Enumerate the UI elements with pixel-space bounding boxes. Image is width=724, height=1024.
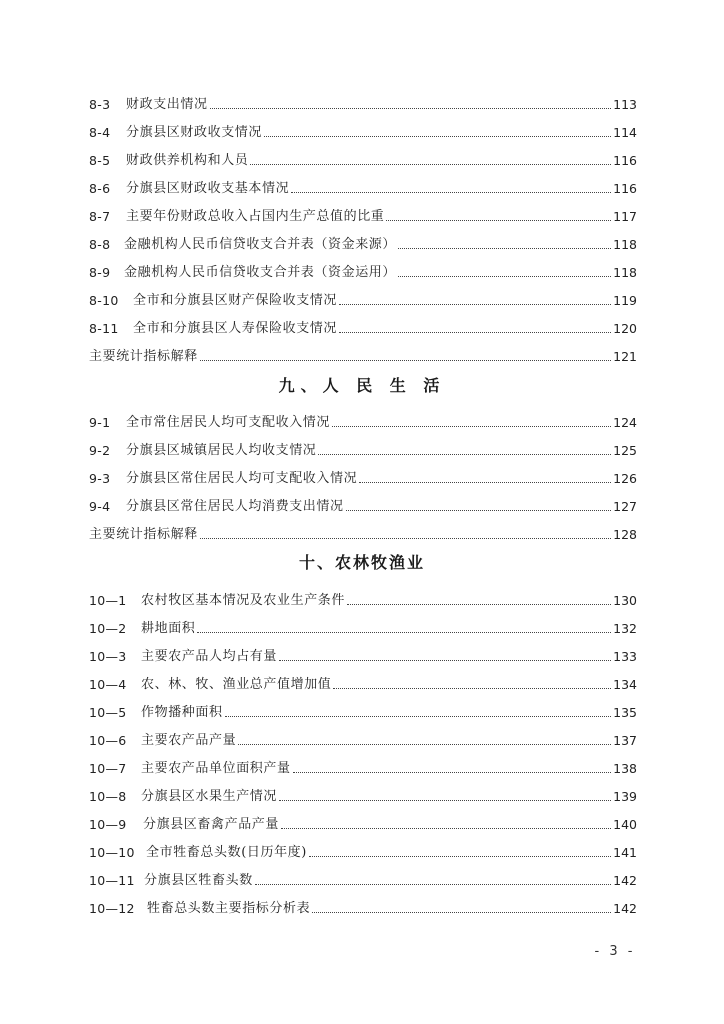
entry-title: 财政支出情况 (126, 97, 208, 112)
toc-entry[interactable] (89, 177, 637, 197)
entry-page-number: 130 (613, 593, 637, 608)
entry-page-number: 114 (613, 125, 637, 140)
toc-entry[interactable] (89, 813, 637, 833)
toc-entry[interactable] (89, 317, 637, 337)
entry-page-number: 128 (613, 527, 637, 542)
entry-page-number: 137 (613, 733, 637, 748)
entry-title: 农村牧区基本情况及农业生产条件 (141, 593, 346, 608)
entry-number: 10—5 (89, 705, 127, 720)
dot-leader (197, 632, 611, 633)
dot-leader (210, 108, 612, 109)
toc-entry[interactable] (89, 467, 637, 487)
toc-entry[interactable] (89, 645, 637, 665)
entry-number: 8-6 (89, 181, 111, 196)
dot-leader (250, 164, 611, 165)
dot-leader (225, 716, 612, 717)
entry-number: 10—10 (89, 845, 135, 860)
section-heading: 十、农林牧渔业 (298, 553, 425, 572)
entry-title: 分旗县区财政收支基本情况 (126, 181, 290, 196)
entry-page-number: 124 (613, 415, 637, 430)
toc-entry[interactable] (89, 897, 637, 917)
entry-title: 分旗县区常住居民人均消费支出情况 (126, 499, 344, 514)
entry-page-number: 140 (613, 817, 637, 832)
entry-number: 8-3 (89, 97, 111, 112)
toc-entry[interactable] (89, 673, 637, 693)
toc-entry[interactable] (89, 233, 637, 253)
toc-entry[interactable] (89, 121, 637, 141)
entry-number: 8-10 (89, 293, 119, 308)
entry-title: 农、林、牧、渔业总产值增加值 (141, 677, 332, 692)
toc-entry[interactable] (89, 729, 637, 749)
entry-page-number: 141 (613, 845, 637, 860)
entry-number: 9-3 (89, 471, 111, 486)
entry-title: 分旗县区城镇居民人均收支情况 (126, 443, 317, 458)
dot-leader (264, 136, 611, 137)
entry-title: 牲畜总头数主要指标分析表 (147, 901, 311, 916)
dot-leader (398, 276, 611, 277)
entry-page-number: 132 (613, 621, 637, 636)
entry-title: 分旗县区水果生产情况 (141, 789, 278, 804)
entry-number: 8-7 (89, 209, 111, 224)
entry-page-number: 138 (613, 761, 637, 776)
dot-leader (347, 604, 611, 605)
dot-leader (255, 884, 611, 885)
entry-number: 8-9 (89, 265, 111, 280)
dot-leader (279, 660, 611, 661)
dot-leader (359, 482, 611, 483)
toc-entry[interactable] (89, 869, 637, 889)
entry-page-number: 118 (613, 237, 637, 252)
entry-page-number: 116 (613, 181, 637, 196)
toc-entry[interactable] (89, 411, 637, 431)
toc-entry-explanation[interactable] (89, 523, 637, 543)
dot-leader (312, 912, 611, 913)
entry-title: 分旗县区牲畜头数 (144, 873, 253, 888)
entry-number: 10—9 (89, 817, 127, 832)
entry-number: 8-11 (89, 321, 119, 336)
entry-number: 10—6 (89, 733, 127, 748)
entry-number: 9-1 (89, 415, 111, 430)
entry-number: 8-5 (89, 153, 111, 168)
entry-title: 金融机构人民币信贷收支合并表（资金运用） (124, 265, 397, 280)
dot-leader (309, 856, 611, 857)
entry-number: 9-4 (89, 499, 111, 514)
entry-page-number: 134 (613, 677, 637, 692)
entry-page-number: 117 (613, 209, 637, 224)
dot-leader (293, 772, 612, 773)
entry-number: 9-2 (89, 443, 111, 458)
entry-page-number: 118 (613, 265, 637, 280)
entry-number: 8-4 (89, 125, 111, 140)
entry-title: 主要农产品人均占有量 (141, 649, 278, 664)
entry-title: 作物播种面积 (141, 705, 223, 720)
entry-page-number: 139 (613, 789, 637, 804)
entry-title: 主要农产品产量 (141, 733, 237, 748)
entry-page-number: 142 (613, 873, 637, 888)
entry-title: 全市和分旗县区人寿保险收支情况 (133, 321, 338, 336)
dot-leader (291, 192, 611, 193)
dot-leader (386, 220, 611, 221)
dot-leader (200, 538, 611, 539)
dot-leader (339, 332, 611, 333)
toc-entry[interactable] (89, 757, 637, 777)
entry-title: 全市常住居民人均可支配收入情况 (126, 415, 331, 430)
toc-entry[interactable] (89, 701, 637, 721)
entry-page-number: 121 (613, 349, 637, 364)
dot-leader (346, 510, 612, 511)
entry-page-number: 120 (613, 321, 637, 336)
entry-number: 10—4 (89, 677, 127, 692)
dot-leader (279, 800, 611, 801)
toc-entry[interactable] (89, 617, 637, 637)
entry-page-number: 133 (613, 649, 637, 664)
toc-entry[interactable] (89, 785, 637, 805)
entry-page-number: 125 (613, 443, 637, 458)
entry-page-number: 127 (613, 499, 637, 514)
dot-leader (281, 828, 611, 829)
entry-page-number: 126 (613, 471, 637, 486)
entry-title: 金融机构人民币信贷收支合并表（资金来源） (124, 237, 397, 252)
toc-entry[interactable] (89, 205, 637, 225)
entry-title: 主要农产品单位面积产量 (141, 761, 291, 776)
entry-title: 财政供养机构和人员 (126, 153, 249, 168)
entry-title: 主要统计指标解释 (89, 527, 198, 542)
entry-title: 耕地面积 (141, 621, 196, 636)
dot-leader (333, 688, 611, 689)
entry-number: 10—2 (89, 621, 127, 636)
entry-number: 10—8 (89, 789, 127, 804)
dot-leader (339, 304, 611, 305)
toc-entry[interactable] (89, 261, 637, 281)
toc-entry[interactable] (89, 439, 637, 459)
toc-entry[interactable] (89, 589, 637, 609)
entry-number: 10—1 (89, 593, 127, 608)
dot-leader (238, 744, 611, 745)
entry-page-number: 113 (613, 97, 637, 112)
entry-title: 分旗县区财政收支情况 (126, 125, 263, 140)
entry-number: 10—12 (89, 901, 135, 916)
entry-title: 分旗县区常住居民人均可支配收入情况 (126, 471, 358, 486)
entry-page-number: 119 (613, 293, 637, 308)
section-heading: 九、人 民 生 活 (278, 376, 446, 395)
entry-page-number: 135 (613, 705, 637, 720)
entry-number: 10—3 (89, 649, 127, 664)
toc-entry[interactable] (89, 841, 637, 861)
entry-number: 10—11 (89, 873, 135, 888)
dot-leader (200, 360, 611, 361)
entry-title: 主要统计指标解释 (89, 349, 198, 364)
entry-title: 全市和分旗县区财产保险收支情况 (133, 293, 338, 308)
entry-title: 主要年份财政总收入占国内生产总值的比重 (126, 209, 385, 224)
toc-entry[interactable] (89, 289, 637, 309)
dot-leader (318, 454, 611, 455)
entry-page-number: 116 (613, 153, 637, 168)
dot-leader (332, 426, 611, 427)
page-number: - 3 - (594, 944, 636, 959)
toc-entry[interactable] (89, 149, 637, 169)
entry-title: 分旗县区畜禽产品产量 (143, 817, 280, 832)
entry-page-number: 142 (613, 901, 637, 916)
entry-number: 10—7 (89, 761, 127, 776)
toc-entry[interactable] (89, 93, 637, 113)
toc-entry-explanation[interactable] (89, 345, 637, 365)
dot-leader (398, 248, 611, 249)
entry-title: 全市牲畜总头数(日历年度) (146, 845, 307, 860)
entry-number: 8-8 (89, 237, 111, 252)
toc-entry[interactable] (89, 495, 637, 515)
